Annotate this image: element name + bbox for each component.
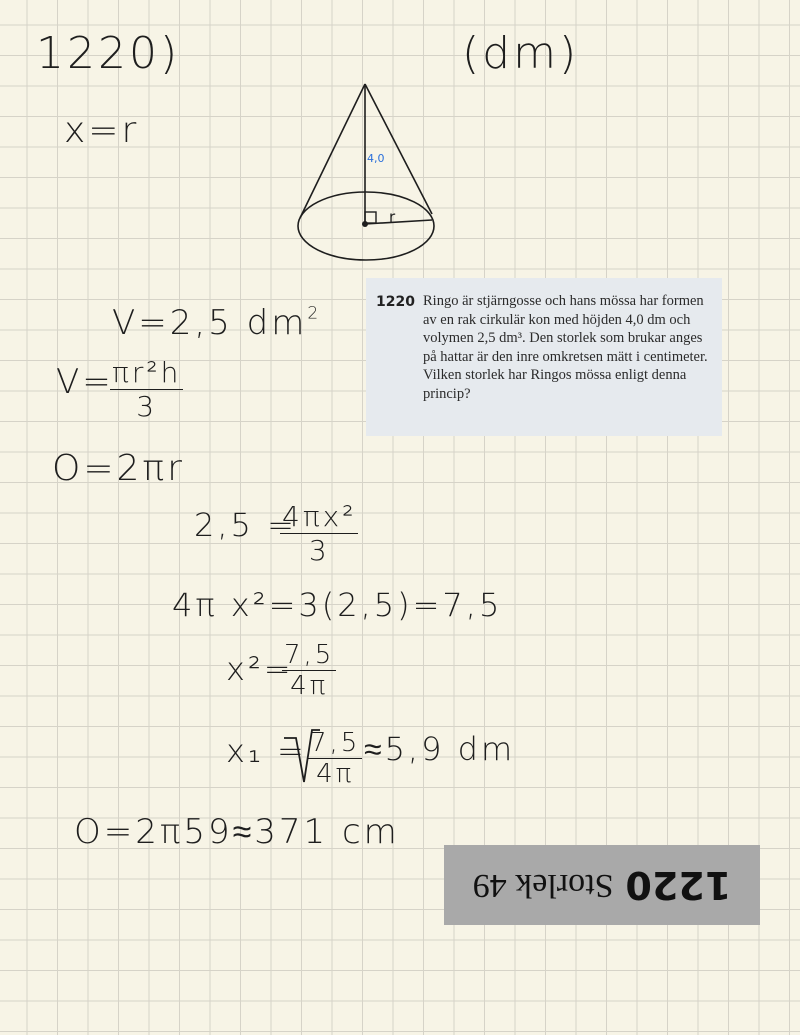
answer-number: 1220 (625, 863, 732, 907)
answer-card (444, 845, 760, 925)
step1-denominator: 3 (308, 534, 330, 567)
step1-lhs: 2,5 = (194, 506, 297, 544)
volume-formula-fraction (110, 356, 183, 423)
problem-card-text: Ringo är stjärngosse och hans mössa har formen av en rak cirkulär kon med höjden 4,0 dm och volymen 2,5 dm³. Den storlek som brukar anges på hattar är den inre omkretsen mätt i centimeter. Vilken storlek har Ringos mössa enligt denna princip? (423, 293, 708, 402)
step1-fraction (280, 500, 358, 567)
unit-note: (dm) (462, 28, 580, 79)
problem-number-handwritten: 1220) (36, 28, 181, 79)
step3-lhs: x²= (226, 650, 294, 688)
final-circumference: O=2π59≈371 cm (74, 812, 400, 852)
cone-figure (290, 80, 450, 270)
step4-numerator: 7,5 (310, 728, 361, 758)
cone-left-edge (300, 84, 365, 218)
answer-label: Storlek 49 (472, 867, 614, 904)
step1-numerator: 4πx² (282, 500, 357, 533)
volume-formula-numerator: πr²h (112, 356, 182, 389)
cone-center-dot (362, 221, 368, 227)
problem-card (366, 278, 722, 436)
right-angle-marker (365, 212, 376, 223)
step4-lhs: x₁ = (226, 732, 307, 770)
cone-right-edge (365, 84, 432, 214)
height-label: 4,0 (367, 152, 385, 165)
step4-result: ≈5,9 dm (364, 730, 516, 768)
step3-denominator: 4π (290, 671, 329, 701)
radius-label: r (389, 208, 396, 226)
step3-fraction (282, 640, 336, 701)
problem-card-number: 1220 (376, 294, 415, 310)
step4-fraction (308, 728, 362, 789)
volume-formula-lhs: V= (56, 362, 114, 402)
step2: 4π x²=3(2,5)=7,5 (172, 586, 503, 624)
step4-denominator: 4π (316, 759, 355, 789)
step3-numerator: 7,5 (284, 640, 335, 670)
volume-formula-denominator: 3 (136, 390, 158, 423)
circumference-formula: O=2πr (52, 448, 185, 489)
substitution-note: x=r (64, 110, 140, 151)
volume-given: V=2,5 $dm^2$ (112, 303, 319, 343)
